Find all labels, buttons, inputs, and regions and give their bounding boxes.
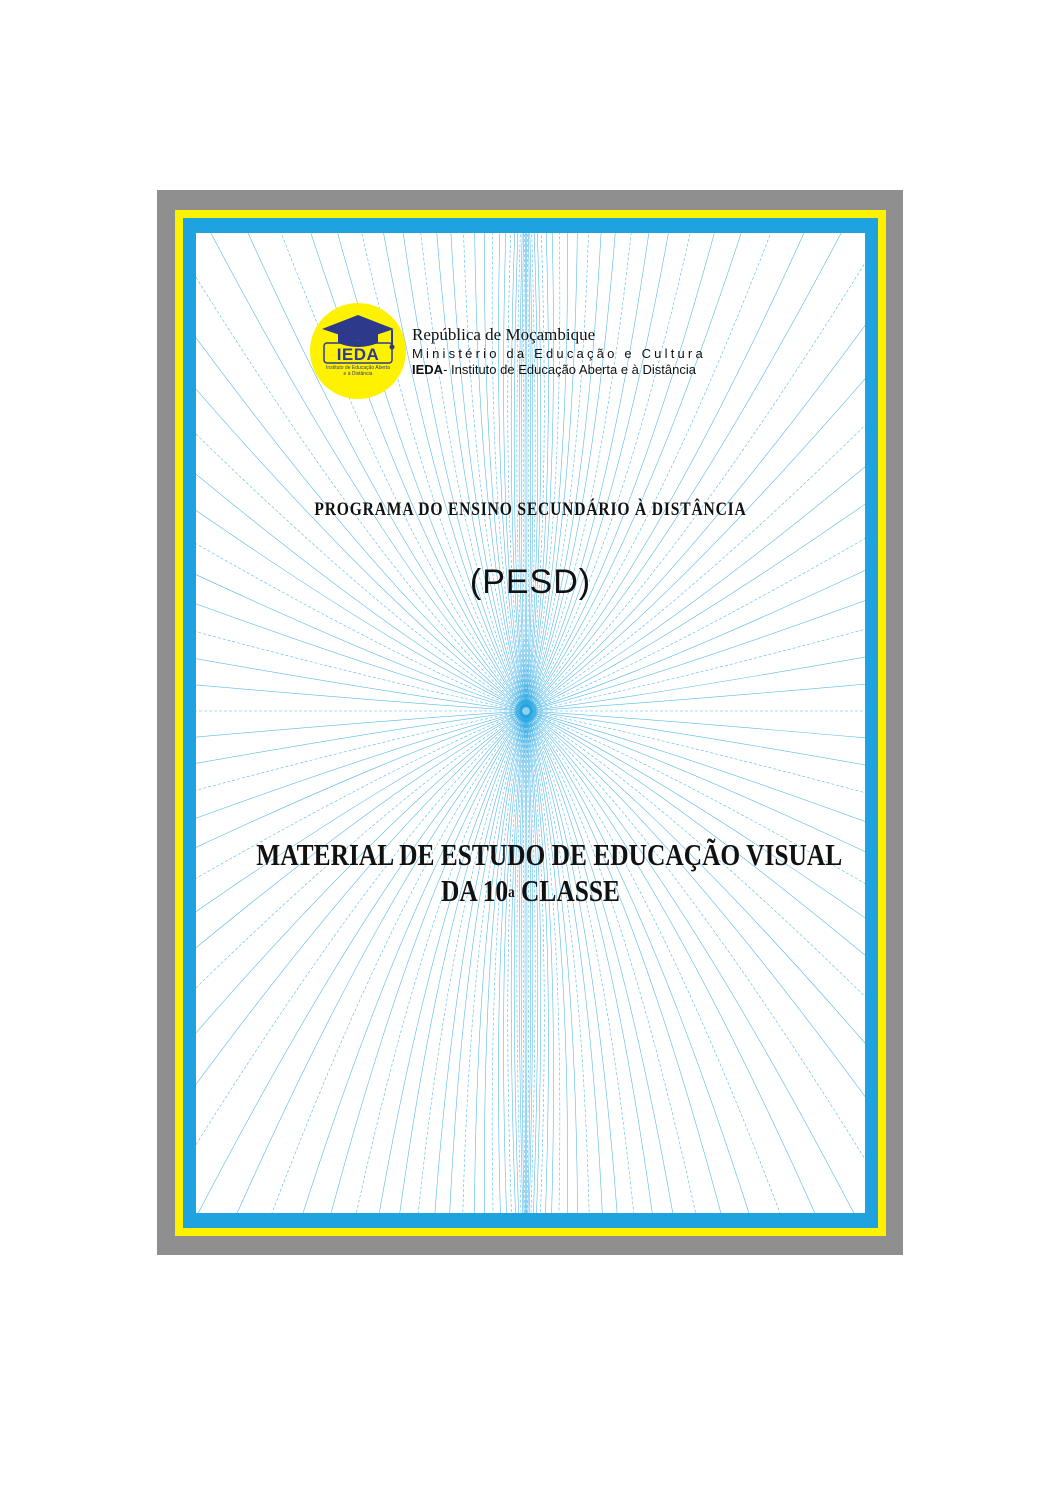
- pattern-line: [530, 712, 865, 945]
- pattern-line: [419, 714, 524, 1213]
- pattern-line: [530, 713, 865, 1213]
- institute-acronym: IEDA: [412, 362, 444, 377]
- pattern-line: [196, 711, 522, 790]
- logo-subtitle: Instituto de Educação Aberta e à Distância: [326, 365, 390, 377]
- pattern-line: [530, 712, 865, 1213]
- pattern-line: [492, 715, 524, 1213]
- program-title: PROGRAMA DO ENSINO SECUNDÁRIO À DISTÂNCIA: [314, 499, 747, 520]
- pattern-line: [529, 714, 764, 1213]
- pattern-line: [529, 713, 865, 1213]
- title-line2-prefix: DA 10: [441, 873, 509, 908]
- pattern-line: [529, 713, 865, 1213]
- pattern-line: [196, 713, 522, 1213]
- pattern-line: [196, 713, 523, 1213]
- institution-header: [308, 301, 768, 413]
- pattern-line: [530, 632, 865, 711]
- pattern-line: [288, 714, 523, 1213]
- pattern-line: [196, 712, 522, 1155]
- pattern-line: [530, 713, 865, 1213]
- document-title-line2: [256, 873, 805, 909]
- pattern-line: [530, 712, 865, 1213]
- pattern-line: [196, 713, 523, 1213]
- program-acronym: (PESD): [469, 563, 592, 601]
- title-line2-suffix: CLASSE: [514, 873, 620, 908]
- pattern-line: [205, 714, 523, 1214]
- pattern-center: [516, 701, 536, 721]
- pattern-line: [515, 715, 541, 1213]
- pattern-line: [196, 404, 522, 711]
- pattern-line: [196, 632, 522, 711]
- pattern-line: [530, 713, 866, 1213]
- title-ordinal-indicator: a: [508, 884, 515, 901]
- pattern-line: [530, 712, 865, 1155]
- pattern-line: [529, 713, 865, 1213]
- pattern-line: [325, 714, 523, 1213]
- pattern-line: [196, 713, 523, 1213]
- document-title: [256, 837, 843, 909]
- logo-wordmark: IEDA: [336, 345, 380, 364]
- cover-panel: [196, 233, 865, 1213]
- country-name: República de Moçambique: [412, 325, 596, 344]
- ieda-logo: [308, 301, 408, 401]
- pattern-line: [528, 715, 560, 1213]
- pattern-line: [528, 714, 633, 1213]
- institute-name: [412, 362, 696, 377]
- pattern-line: [530, 711, 865, 790]
- document-title-line1: MATERIAL DE ESTUDO DE EDUCAÇÃO VISUAL: [256, 837, 843, 872]
- pattern-line: [529, 714, 847, 1214]
- pattern-line: [511, 715, 537, 1213]
- pattern-line: [529, 714, 727, 1213]
- ministry-name: Ministério da Educação e Cultura: [412, 346, 706, 361]
- pattern-line: [530, 713, 865, 1214]
- pattern-line: [196, 713, 523, 1213]
- institute-full-name: - Instituto de Educação Aberta e à Distância: [443, 362, 696, 377]
